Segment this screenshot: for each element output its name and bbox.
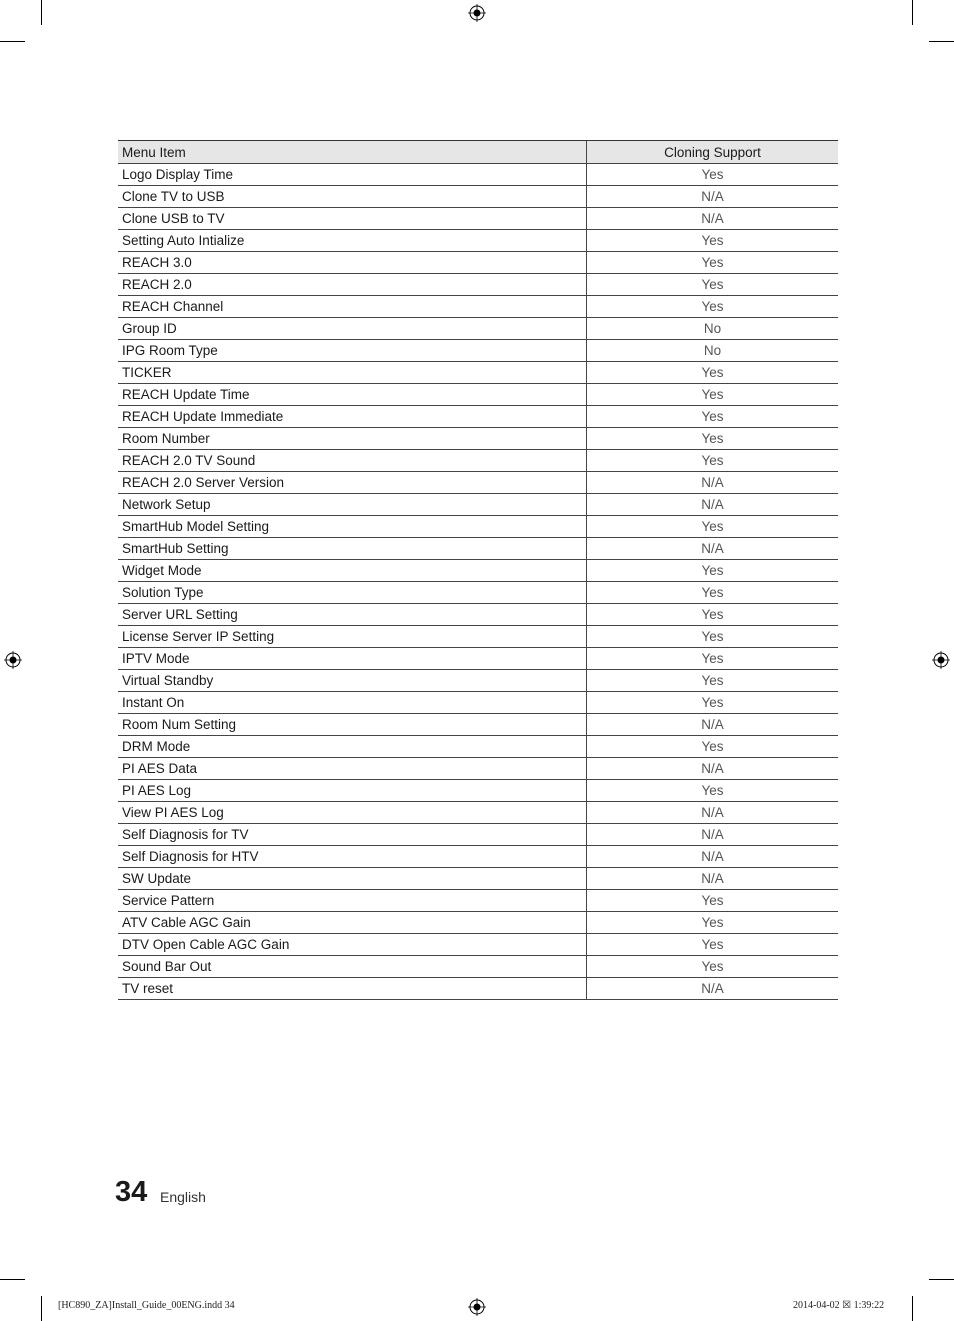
cloning-support-cell: N/A — [587, 538, 839, 560]
table-row — [118, 692, 838, 714]
crop-mark — [41, 1296, 42, 1321]
table-row — [118, 604, 838, 626]
menu-item-cell: REACH Channel — [118, 296, 587, 318]
cloning-support-cell: N/A — [587, 714, 839, 736]
menu-item-cell: Group ID — [118, 318, 587, 340]
menu-item-cell: REACH Update Immediate — [118, 406, 587, 428]
menu-item-cell: Clone TV to USB — [118, 186, 587, 208]
cloning-support-cell: Yes — [587, 274, 839, 296]
table-body — [118, 164, 838, 1000]
table-row — [118, 582, 838, 604]
crop-mark — [0, 1279, 25, 1280]
table-row — [118, 406, 838, 428]
registration-mark-icon — [468, 4, 486, 22]
cloning-support-cell: N/A — [587, 802, 839, 824]
table-row — [118, 978, 838, 1000]
table-row — [118, 890, 838, 912]
table-row — [118, 912, 838, 934]
menu-item-cell: TICKER — [118, 362, 587, 384]
cloning-support-cell: Yes — [587, 516, 839, 538]
menu-item-cell: REACH 2.0 TV Sound — [118, 450, 587, 472]
cloning-support-cell: Yes — [587, 692, 839, 714]
cloning-support-cell: Yes — [587, 296, 839, 318]
registration-mark-icon — [468, 1298, 486, 1316]
cloning-support-cell: Yes — [587, 428, 839, 450]
cloning-support-cell: No — [587, 340, 839, 362]
menu-item-cell: View PI AES Log — [118, 802, 587, 824]
menu-item-cell: Sound Bar Out — [118, 956, 587, 978]
cloning-support-cell: Yes — [587, 384, 839, 406]
cloning-support-cell: Yes — [587, 890, 839, 912]
cloning-support-cell: Yes — [587, 560, 839, 582]
cloning-support-cell: Yes — [587, 450, 839, 472]
menu-item-cell: Clone USB to TV — [118, 208, 587, 230]
column-header-menu-item: Menu Item — [118, 141, 587, 164]
menu-item-cell: Network Setup — [118, 494, 587, 516]
table-row — [118, 362, 838, 384]
registration-mark-icon — [932, 651, 950, 669]
table-row — [118, 208, 838, 230]
table-row — [118, 780, 838, 802]
cloning-support-cell: Yes — [587, 362, 839, 384]
menu-item-cell: Logo Display Time — [118, 164, 587, 186]
page-number: 34 — [115, 1176, 148, 1208]
cloning-support-cell: Yes — [587, 406, 839, 428]
menu-item-cell: Room Number — [118, 428, 587, 450]
table-row — [118, 714, 838, 736]
cloning-support-cell: Yes — [587, 670, 839, 692]
table-row — [118, 186, 838, 208]
menu-item-cell: Solution Type — [118, 582, 587, 604]
column-header-cloning-support: Cloning Support — [587, 141, 839, 164]
crop-mark — [929, 1279, 954, 1280]
cloning-support-cell: Yes — [587, 934, 839, 956]
table-row — [118, 428, 838, 450]
cloning-support-cell: Yes — [587, 956, 839, 978]
menu-item-cell: REACH Update Time — [118, 384, 587, 406]
table-row — [118, 252, 838, 274]
date-slug: 2014-04-02 ☒ 1:39:22 — [793, 1300, 885, 1311]
table-row — [118, 802, 838, 824]
menu-item-cell: Setting Auto Intialize — [118, 230, 587, 252]
table-row — [118, 296, 838, 318]
page-language: English — [160, 1189, 206, 1205]
table-row — [118, 846, 838, 868]
menu-item-cell: REACH 2.0 — [118, 274, 587, 296]
crop-mark — [912, 1296, 913, 1321]
table-row — [118, 472, 838, 494]
table-row — [118, 868, 838, 890]
cloning-support-cell: Yes — [587, 582, 839, 604]
table-row — [118, 956, 838, 978]
menu-item-cell: Virtual Standby — [118, 670, 587, 692]
table-row — [118, 934, 838, 956]
table-row — [118, 736, 838, 758]
table-row — [118, 494, 838, 516]
menu-item-cell: SmartHub Setting — [118, 538, 587, 560]
cloning-support-cell: Yes — [587, 626, 839, 648]
cloning-support-cell: Yes — [587, 780, 839, 802]
cloning-support-cell: Yes — [587, 164, 839, 186]
table-row — [118, 164, 838, 186]
menu-item-cell: Widget Mode — [118, 560, 587, 582]
menu-item-cell: Room Num Setting — [118, 714, 587, 736]
cloning-support-table — [118, 140, 838, 1000]
cloning-support-cell: N/A — [587, 186, 839, 208]
menu-item-cell: Instant On — [118, 692, 587, 714]
menu-item-cell: REACH 2.0 Server Version — [118, 472, 587, 494]
cloning-support-cell: N/A — [587, 824, 839, 846]
crop-mark — [0, 41, 25, 42]
menu-item-cell: ATV Cable AGC Gain — [118, 912, 587, 934]
cloning-support-cell: N/A — [587, 758, 839, 780]
menu-item-cell: Self Diagnosis for HTV — [118, 846, 587, 868]
table-row — [118, 626, 838, 648]
cloning-support-cell: N/A — [587, 472, 839, 494]
cloning-support-cell: Yes — [587, 230, 839, 252]
crop-mark — [41, 0, 42, 25]
table-row — [118, 670, 838, 692]
menu-item-cell: SmartHub Model Setting — [118, 516, 587, 538]
cloning-support-cell: N/A — [587, 208, 839, 230]
cloning-support-cell: Yes — [587, 252, 839, 274]
menu-item-cell: Service Pattern — [118, 890, 587, 912]
menu-item-cell: DRM Mode — [118, 736, 587, 758]
cloning-support-cell: No — [587, 318, 839, 340]
menu-item-cell: IPTV Mode — [118, 648, 587, 670]
file-slug: [HC890_ZA]Install_Guide_00ENG.indd 34 — [58, 1300, 235, 1311]
cloning-support-cell: N/A — [587, 494, 839, 516]
cloning-support-cell: Yes — [587, 648, 839, 670]
table-row — [118, 758, 838, 780]
registration-mark-icon — [4, 651, 22, 669]
menu-item-cell: License Server IP Setting — [118, 626, 587, 648]
cloning-support-cell: Yes — [587, 604, 839, 626]
cloning-support-cell: N/A — [587, 846, 839, 868]
table-row — [118, 230, 838, 252]
menu-item-cell: PI AES Log — [118, 780, 587, 802]
crop-mark — [912, 0, 913, 25]
menu-item-cell: Server URL Setting — [118, 604, 587, 626]
table-header-row — [118, 141, 838, 164]
table-row — [118, 384, 838, 406]
table-row — [118, 450, 838, 472]
crop-mark — [929, 41, 954, 42]
menu-item-cell: PI AES Data — [118, 758, 587, 780]
menu-item-cell: DTV Open Cable AGC Gain — [118, 934, 587, 956]
menu-item-cell: SW Update — [118, 868, 587, 890]
cloning-support-cell: Yes — [587, 912, 839, 934]
cloning-support-cell: Yes — [587, 736, 839, 758]
menu-item-cell: Self Diagnosis for TV — [118, 824, 587, 846]
menu-item-cell: REACH 3.0 — [118, 252, 587, 274]
table-row — [118, 538, 838, 560]
cloning-support-cell: N/A — [587, 868, 839, 890]
table-row — [118, 340, 838, 362]
table-row — [118, 648, 838, 670]
table-row — [118, 824, 838, 846]
table-row — [118, 560, 838, 582]
menu-item-cell: TV reset — [118, 978, 587, 1000]
table-row — [118, 516, 838, 538]
cloning-support-cell: N/A — [587, 978, 839, 1000]
table-row — [118, 318, 838, 340]
table-row — [118, 274, 838, 296]
menu-item-cell: IPG Room Type — [118, 340, 587, 362]
